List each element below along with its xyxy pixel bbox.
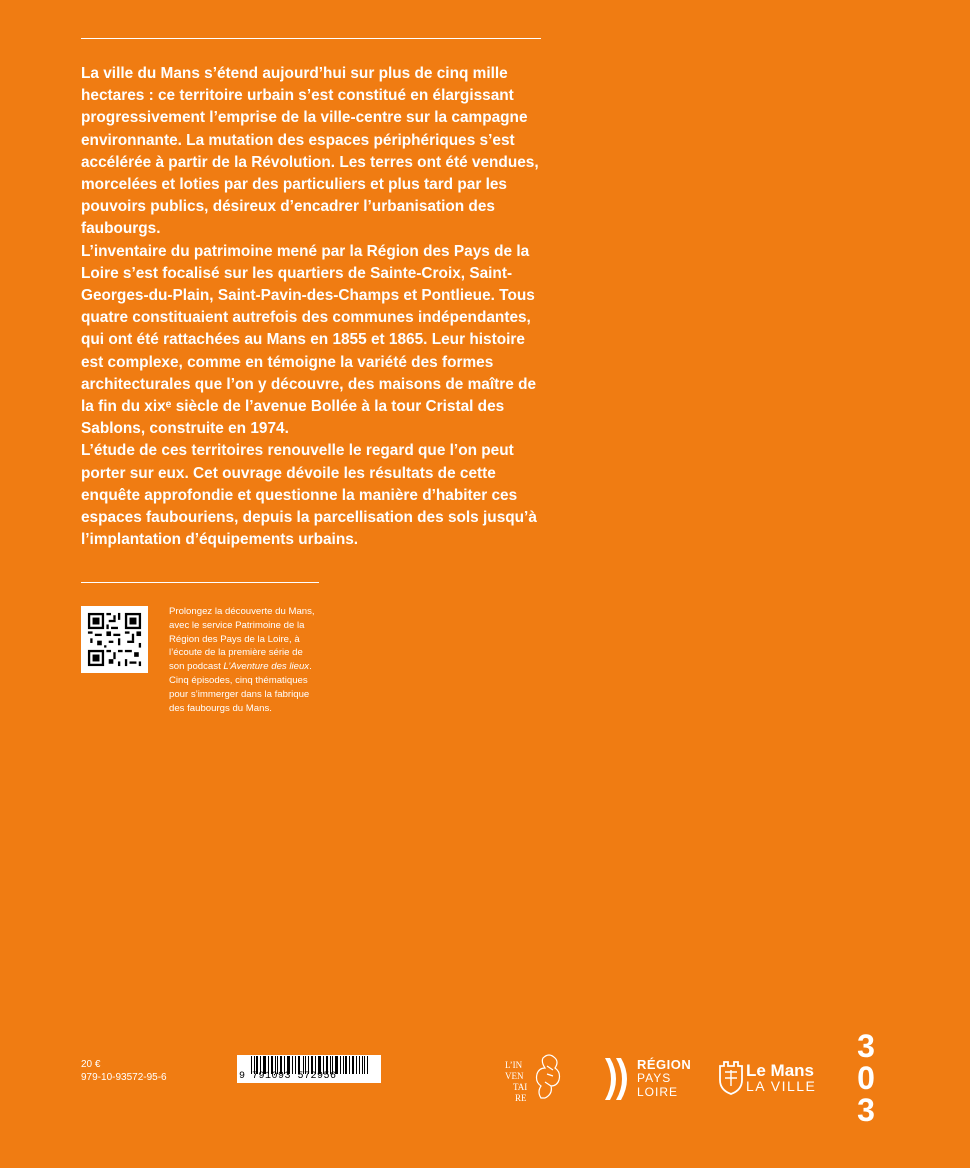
- series-digit-bottom: 3: [857, 1092, 875, 1128]
- qr-code[interactable]: [81, 606, 148, 673]
- region-brackets-icon: [603, 1056, 633, 1102]
- region-sub1: PAYS: [637, 1071, 672, 1085]
- svg-text:TAI: TAI: [513, 1082, 528, 1092]
- paragraph-2: L’inventaire du patrimoine mené par la Région des Pays de la Loire s’est focalisé sur les quartiers de Sainte-Croix, Saint-Georges-du-Plain, Saint-Pavin-des-Champs et Pontlieue. Tous quatre constituaient autrefois des communes indépendantes, qui ont été rattachées au Mans en 1855 et 1865. Leur histoire est complexe, comme en témoigne la variété des formes architecturales que l’on y découvre, des maisons de maître de la fin du xixᵉ siècle de l’avenue Bollée à la tour Cristal des Sablons, construite en 1974.: [81, 242, 537, 438]
- podcast-description: [169, 605, 319, 715]
- region-pays-de-la-loire-logo: [603, 1056, 693, 1102]
- price: 20 €: [81, 1059, 101, 1070]
- le-mans-crest-icon: [718, 1060, 744, 1096]
- top-divider: [81, 38, 541, 39]
- podcast-title: L’Aventure des lieux: [223, 661, 310, 673]
- podcast-text-before: Prolongez la découverte du Mans, avec le service Patrimoine de la Région des Pays de la Loire, à l’écoute de la première série de son podcast: [169, 606, 315, 673]
- svg-text:L’IN: L’IN: [505, 1060, 523, 1070]
- svg-text:RE: RE: [515, 1093, 527, 1103]
- le-mans-logo: [718, 1058, 828, 1098]
- paragraph-1: La ville du Mans s’étend aujourd’hui sur plus de cinq mille hectares : ce territoire urbain s’est constitué en élargissant progressivement l’emprise de la ville-centre sur la campagne environnante. La mutation des espaces périphériques s’est accélérée à partir de la Révolution. Les terres ont été vendues, morcelées et loties par des particuliers et plus tard par les pouvoirs publics, désireux d’encadrer l’urbanisation des faubourgs.: [81, 65, 539, 238]
- barcode: [237, 1055, 381, 1083]
- price-block: [81, 1058, 167, 1084]
- svg-text:VEN: VEN: [505, 1071, 524, 1081]
- series-303-logo: [853, 1030, 879, 1126]
- mid-divider: [81, 582, 319, 583]
- inventaire-logo: [503, 1052, 575, 1104]
- le-mans-subtitle: LA VILLE: [746, 1078, 817, 1094]
- inventaire-emblem: [503, 1052, 575, 1104]
- podcast-text-after: . Cinq épisodes, cinq thématiques pour s’immerger dans la fabrique des faubourgs du Mans.: [169, 661, 312, 714]
- isbn: 979-10-93572-95-6: [81, 1072, 167, 1083]
- region-title: RÉGION: [637, 1057, 692, 1072]
- series-digit-mid: 0: [857, 1060, 875, 1096]
- series-digit-top: 3: [857, 1028, 875, 1064]
- le-mans-title: Le Mans: [746, 1061, 815, 1080]
- paragraph-3: L’étude de ces territoires renouvelle le regard que l’on peut porter sur eux. Cet ouvrage dévoile les résultats de cette enquête approfondie et questionne la manière d’habiter ces espaces faubouriens, depuis la parcellisation des sols jusqu’à l’implantation d’équipements urbains.: [81, 442, 537, 549]
- barcode-digits: 9 791093 572956: [239, 1071, 337, 1082]
- back-cover-text: [81, 63, 543, 551]
- region-sub2: LOIRE: [637, 1085, 679, 1099]
